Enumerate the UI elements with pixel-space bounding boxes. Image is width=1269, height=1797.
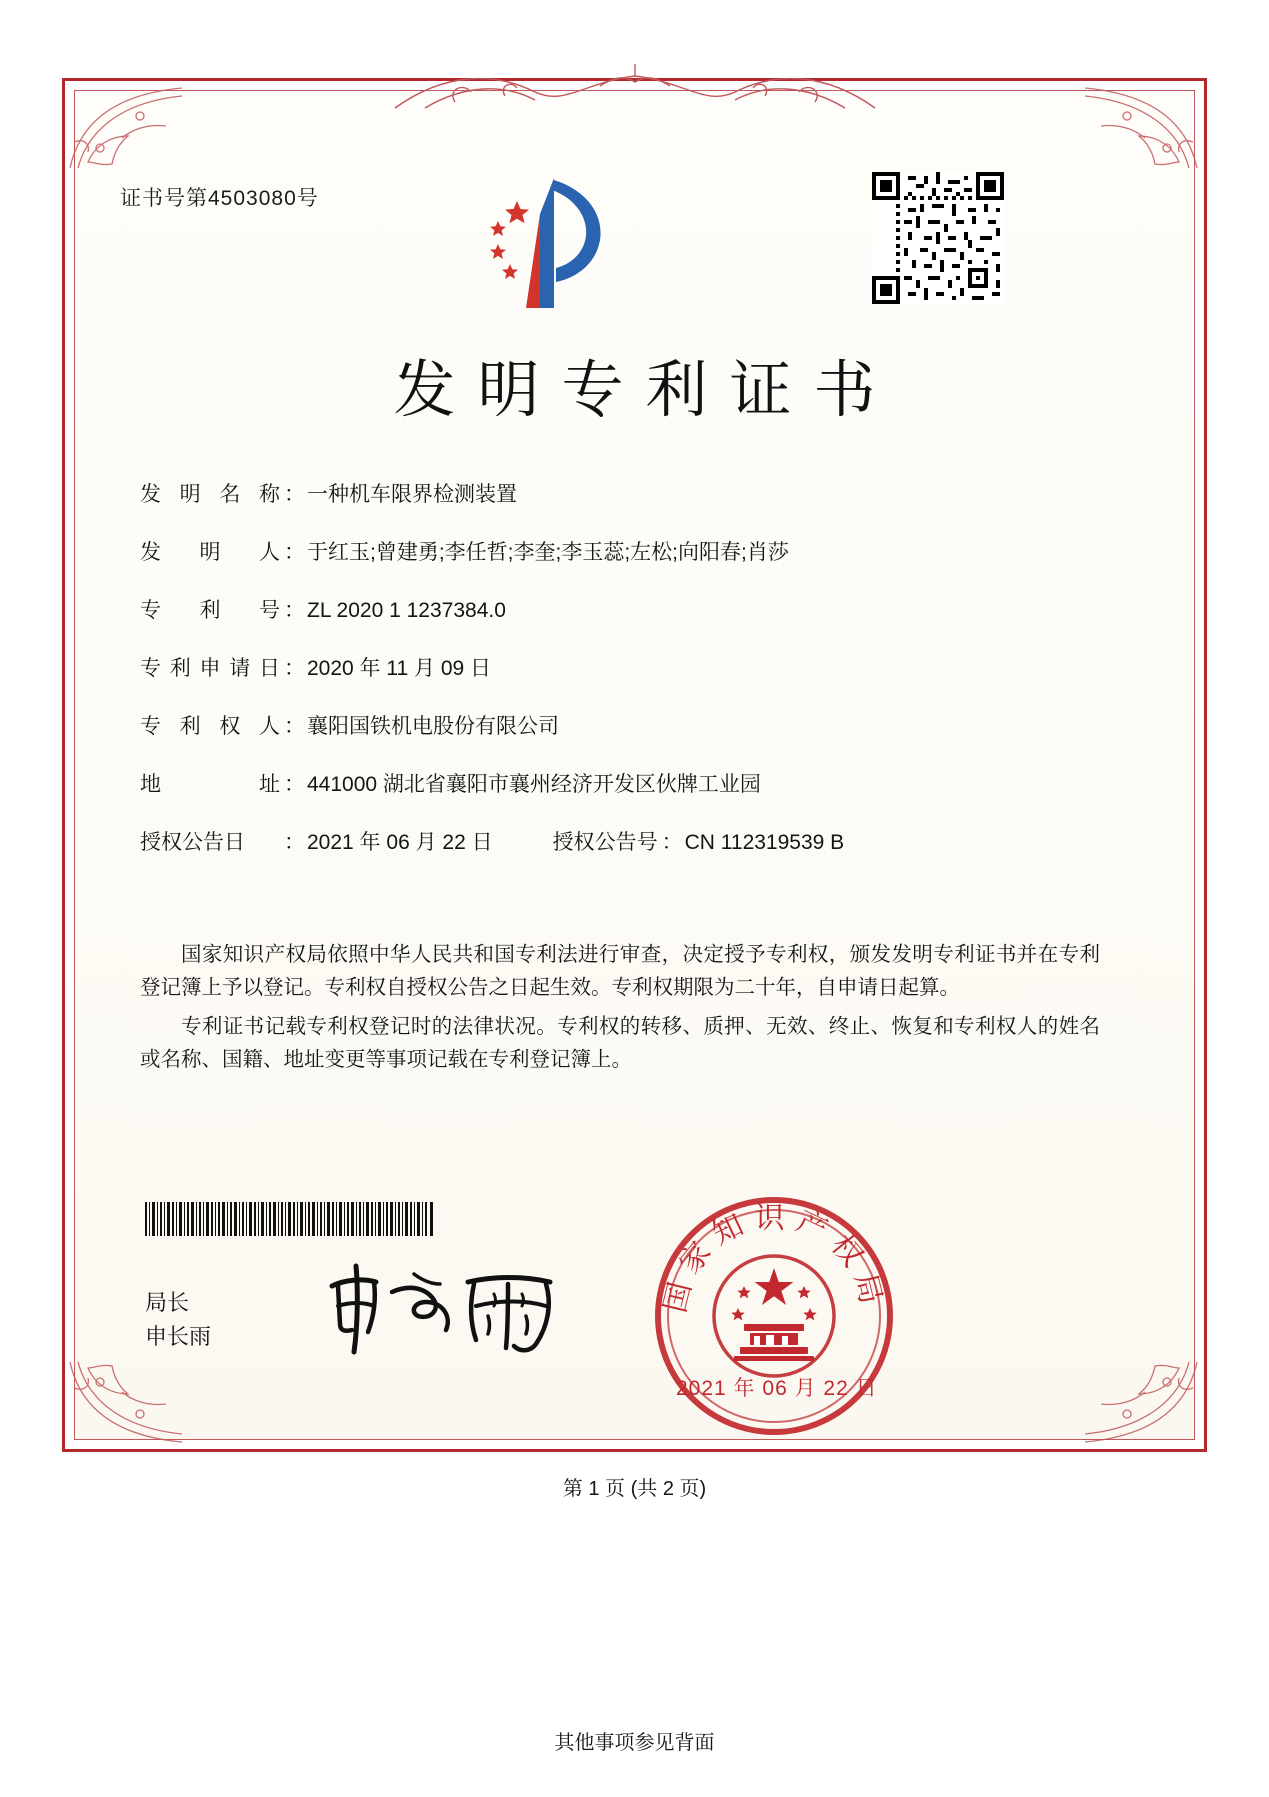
grant-number-value: CN 112319539 B <box>684 831 845 854</box>
director-name: 申长雨 <box>145 1324 212 1349</box>
grant-date-label: 授权公告日 <box>140 831 245 854</box>
director-handwritten-signature <box>318 1258 568 1358</box>
paragraph-1: 国家知识产权局依照中华人民共和国专利法进行审查，决定授予专利权，颁发发明专利证书并在专利登记簿上予以登记。专利权自授权公告之日起生效。专利权期限为二十年，自申请日起算。 <box>140 943 1100 999</box>
seal-date: 2021 年 06 月 22 日 <box>676 1377 878 1400</box>
field-colon: ： <box>284 773 305 796</box>
field-colon: ： <box>284 657 305 680</box>
field-inventors <box>140 536 1100 566</box>
corner-ornament-bottom-left <box>66 1358 186 1448</box>
field-label: 发 明 名 称 <box>140 483 280 506</box>
certificate-number: 证书号第4503080号 <box>120 187 319 210</box>
top-flourish-ornament <box>385 62 885 114</box>
field-value-patent-number: ZL 2020 1 1237384.0 <box>307 599 506 622</box>
field-address <box>140 768 1100 798</box>
signature-block <box>145 1286 211 1354</box>
field-colon: ： <box>284 599 305 622</box>
back-side-note: 其他事项参见背面 <box>554 1732 715 1754</box>
field-patent-number <box>140 594 1100 624</box>
paragraph-2: 专利证书记载专利权登记时的法律状况。专利权的转移、质押、无效、终止、恢复和专利权人的姓名或名称、国籍、地址变更等事项记载在专利登记簿上。 <box>140 1015 1100 1071</box>
field-label: 地 址 <box>140 773 280 796</box>
field-colon: ： <box>661 831 683 854</box>
field-grant-announcement <box>140 826 1100 856</box>
field-invention-name <box>140 478 1100 508</box>
field-value-invention-name: 一种机车限界检测装置 <box>307 483 517 506</box>
field-list <box>140 478 1100 884</box>
field-value-inventors: 于红玉;曾建勇;李任哲;李奎;李玉蕊;左松;向阳春;肖莎 <box>307 541 789 564</box>
field-value-patentee: 襄阳国铁机电股份有限公司 <box>307 715 559 738</box>
page-indicator: 第 1 页 (共 2 页) <box>562 1478 707 1500</box>
field-application-date <box>140 652 1100 682</box>
svg-text:国家知识产权局: 国家知识产权局 <box>658 1202 890 1316</box>
page-title: 发明专利证书 <box>393 357 898 425</box>
field-colon: ： <box>284 483 305 506</box>
field-colon: ： <box>284 831 305 854</box>
grant-date-value: 2021 年 06 月 22 日 <box>307 831 493 854</box>
field-label: 专 利 权 人 <box>140 715 280 738</box>
official-seal <box>648 1190 900 1442</box>
field-value-address: 441000 湖北省襄阳市襄州经济开发区伙牌工业园 <box>307 773 761 796</box>
qr-code <box>872 172 1004 304</box>
field-label: 专 利 申 请 日 <box>140 657 280 680</box>
barcode <box>145 1202 435 1236</box>
corner-ornament-bottom-right <box>1081 1358 1201 1448</box>
sipo-emblem-icon <box>468 168 638 318</box>
field-colon: ： <box>284 715 305 738</box>
legal-text <box>140 938 1100 1082</box>
director-title: 局长 <box>145 1290 190 1315</box>
field-colon: ： <box>284 541 305 564</box>
field-label: 专 利 号 <box>140 599 280 622</box>
grant-number-label: 授权公告号 <box>552 831 658 854</box>
field-label: 发 明 人 <box>140 541 280 564</box>
field-patentee <box>140 710 1100 740</box>
corner-ornament-top-left <box>66 82 186 172</box>
field-value-application-date: 2020 年 11 月 09 日 <box>307 657 492 680</box>
corner-ornament-top-right <box>1081 82 1201 172</box>
